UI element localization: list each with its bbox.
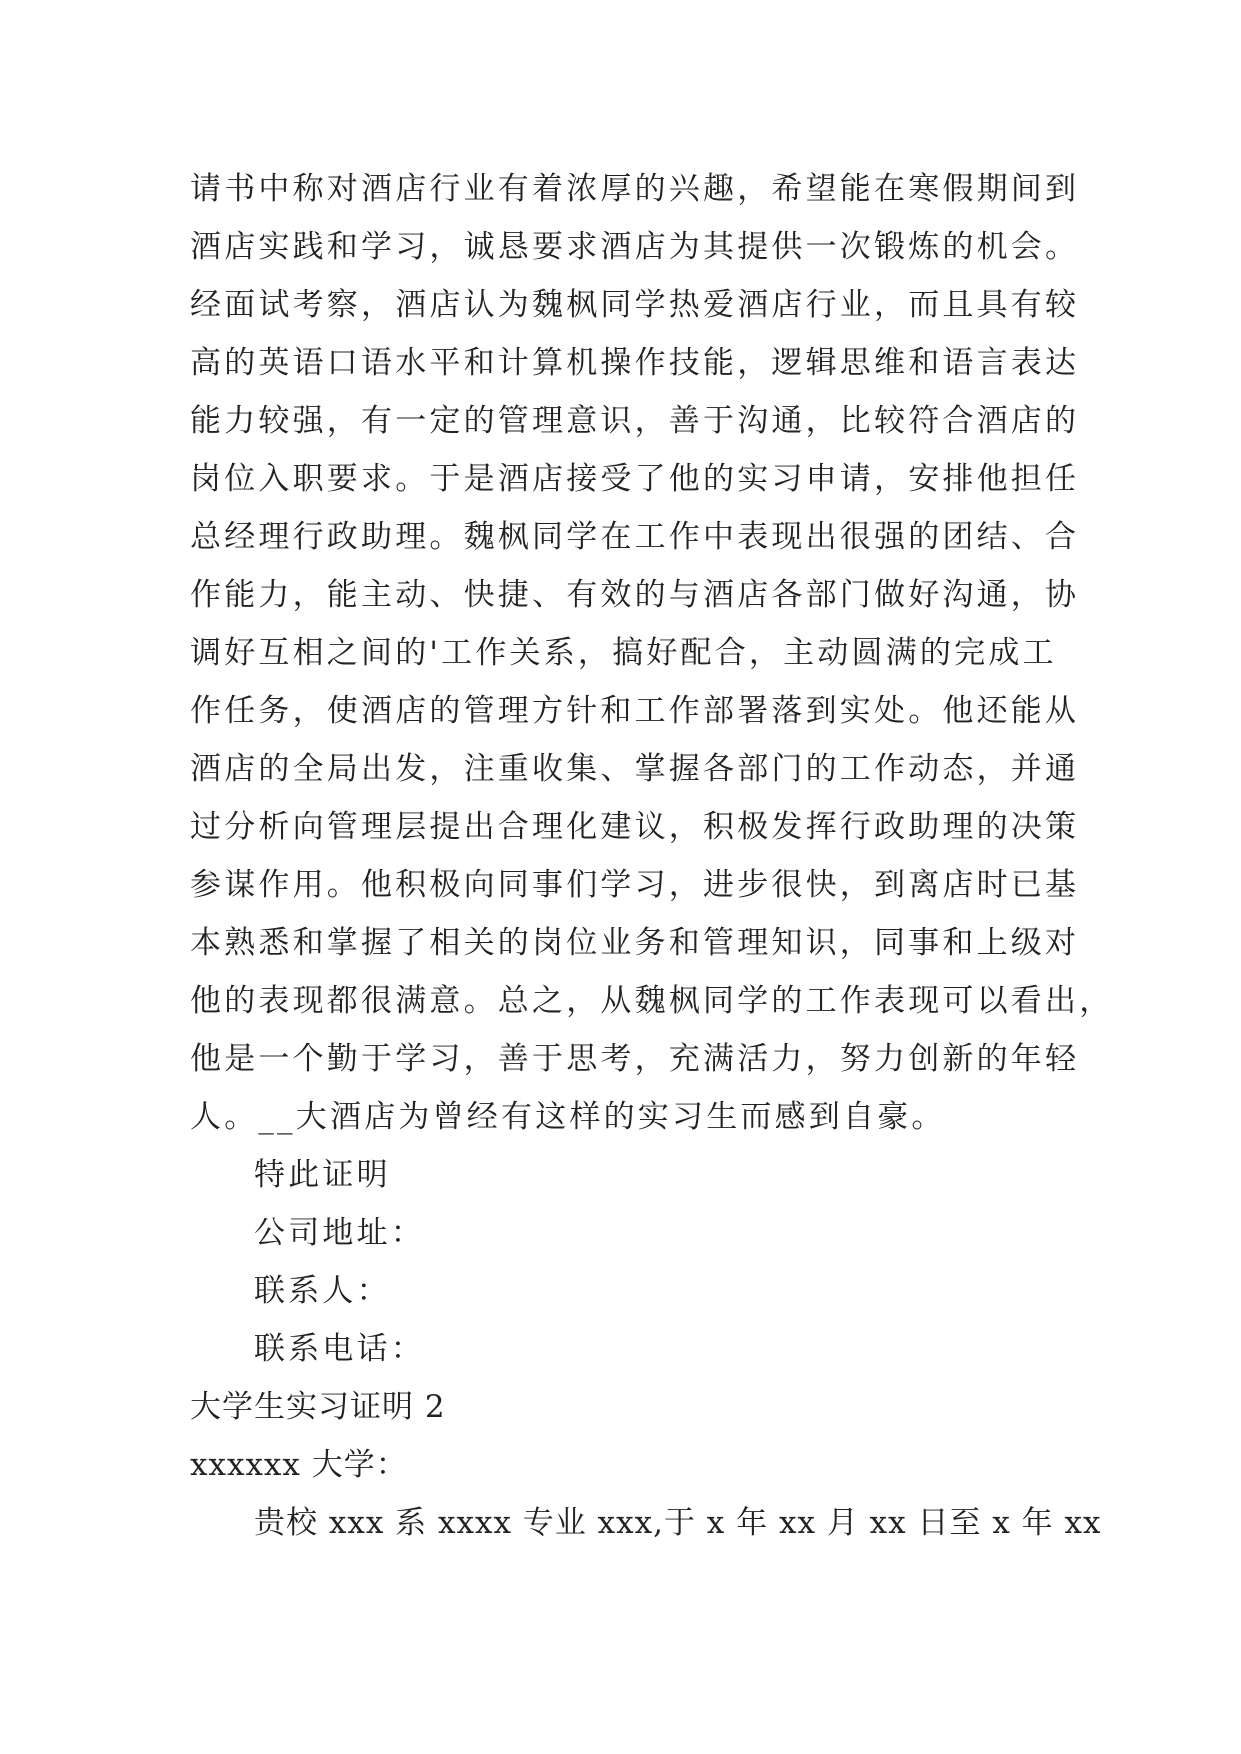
paragraph-line: 酒店的全局出发，注重收集、掌握各部门的工作动态，并通 [190,751,1080,787]
paragraph-line: 过分析向管理层提出合理化建议，积极发挥行政助理的决策 [190,809,1080,845]
salutation: xxxxxx 大学： [190,1447,408,1483]
paragraph-line: 调好互相之间的'工作关系，搞好配合，主动圆满的完成工 [190,635,1057,671]
paragraph-line: 能力较强，有一定的管理意识，善于沟通，比较符合酒店的 [190,403,1080,439]
paragraph-line: 他是一个勤于学习，善于思考，充满活力，努力创新的年轻 [190,1041,1080,1077]
document-body [190,160,1114,1552]
contact-person-label: 联系人： [254,1273,391,1309]
paragraph-line: 作任务，使酒店的管理方针和工作部署落到实处。他还能从 [190,693,1080,729]
contact-phone-label: 联系电话： [254,1331,425,1367]
paragraph-line: 岗位入职要求。于是酒店接受了他的实习申请，安排他担任 [190,461,1080,497]
certify-text: 特此证明 [254,1157,391,1193]
paragraph-line: 人。__大酒店为曾经有这样的实习生而感到自豪。 [190,1099,946,1135]
paragraph-line: 高的英语口语水平和计算机操作技能，逻辑思维和语言表达 [190,345,1080,381]
paragraph-line: 总经理行政助理。魏枫同学在工作中表现出很强的团结、合 [190,519,1080,555]
paragraph-line: 作能力，能主动、快捷、有效的与酒店各部门做好沟通，协 [190,577,1080,613]
paragraph-line: 贵校 xxx 系 xxxx 专业 xxx,于 x 年 xx 月 xx 日至 x 年 xx [254,1505,1102,1541]
paragraph-line: 经面试考察，酒店认为魏枫同学热爱酒店行业，而且具有较 [190,287,1080,323]
paragraph-line: 他的表现都很满意。总之，从魏枫同学的工作表现可以看出， [190,983,1114,1019]
paragraph-line: 本熟悉和掌握了相关的岗位业务和管理知识，同事和上级对 [190,925,1080,961]
section-title: 大学生实习证明 2 [190,1389,446,1425]
company-address-label: 公司地址： [254,1215,425,1251]
paragraph-line: 参谋作用。他积极向同事们学习，进步很快，到离店时已基 [190,867,1080,903]
paragraph-line: 酒店实践和学习，诚恳要求酒店为其提供一次锻炼的机会。 [190,229,1080,265]
paragraph-line: 请书中称对酒店行业有着浓厚的兴趣，希望能在寒假期间到 [190,171,1080,207]
